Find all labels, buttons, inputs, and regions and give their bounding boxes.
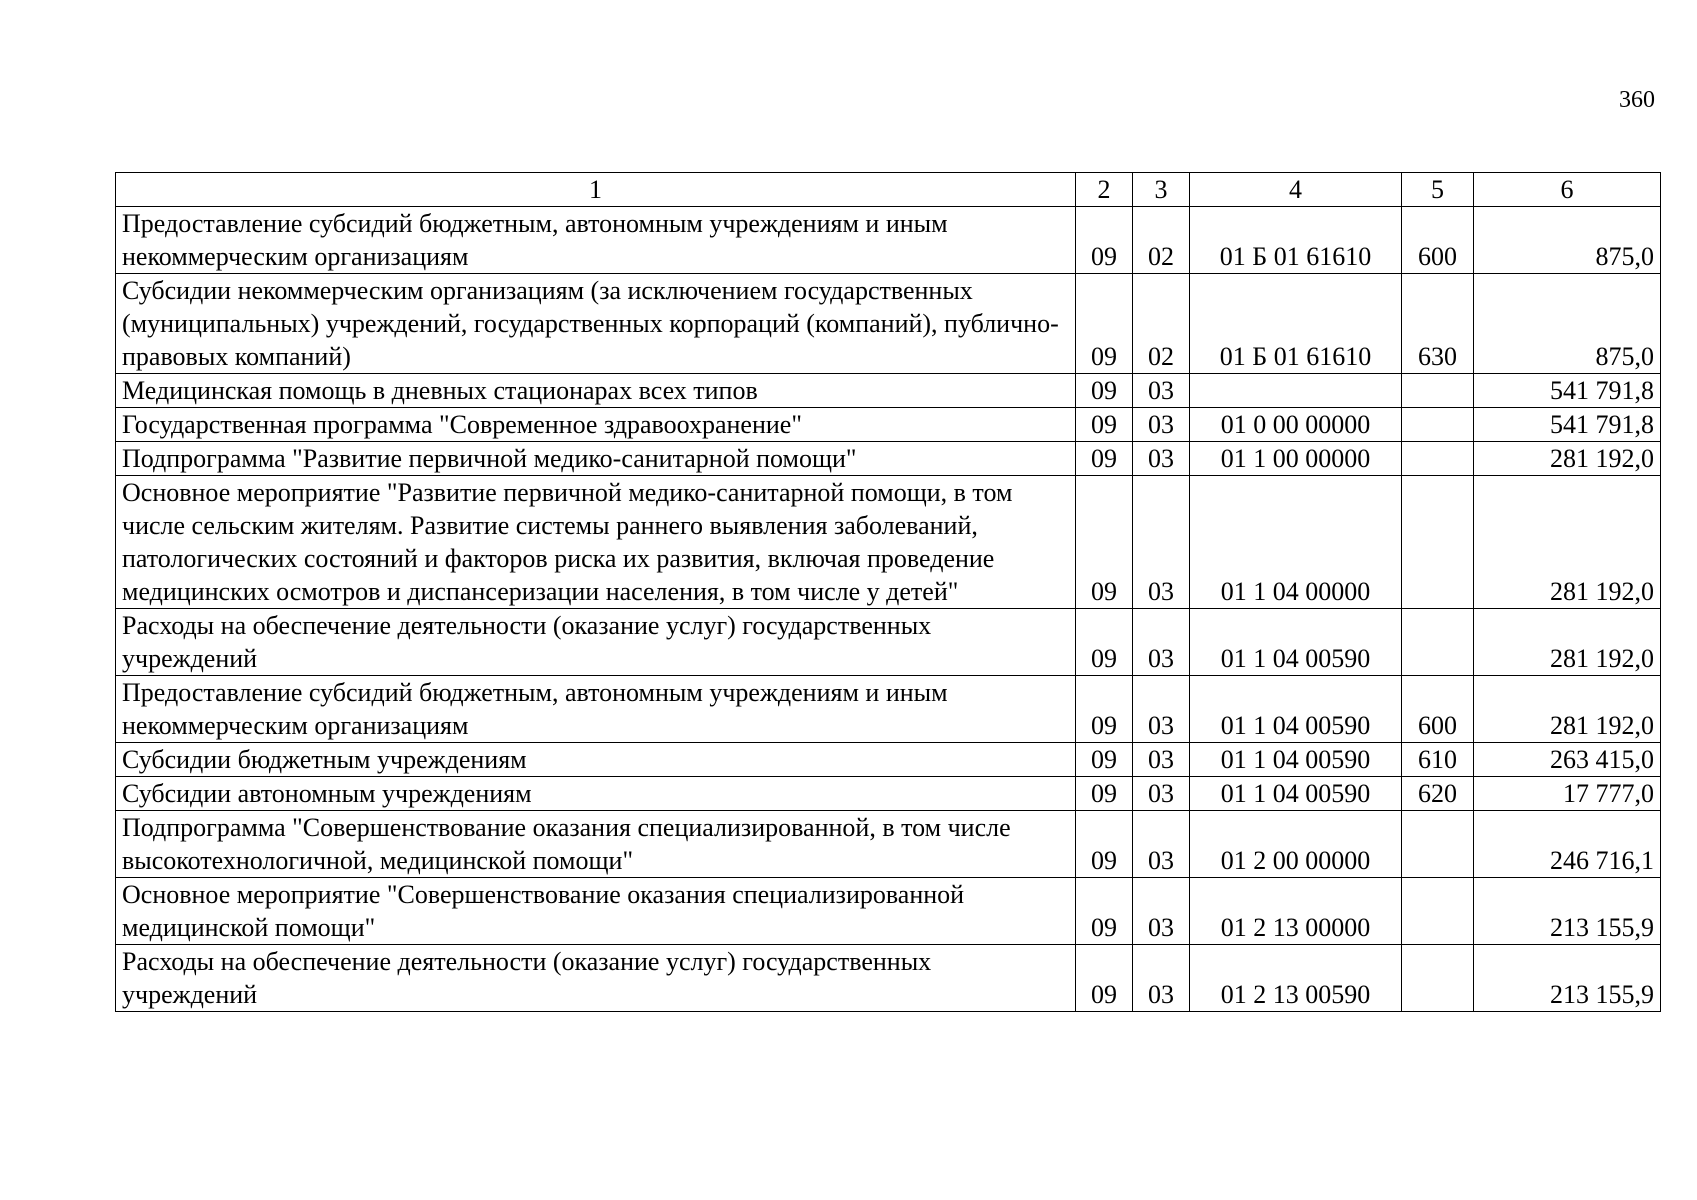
table-row [116, 442, 1661, 476]
row-amount: 541 791,8 [1474, 374, 1661, 408]
budget-table [115, 172, 1661, 1012]
row-subsection: 03 [1133, 442, 1190, 476]
row-subsection: 02 [1133, 274, 1190, 374]
table-row [116, 476, 1661, 609]
row-target-code: 01 1 04 00590 [1190, 676, 1402, 743]
row-expense-type: 610 [1402, 743, 1474, 777]
row-target-code: 01 0 00 00000 [1190, 408, 1402, 442]
row-expense-type [1402, 476, 1474, 609]
row-amount: 281 192,0 [1474, 609, 1661, 676]
column-header-1: 1 [116, 173, 1076, 207]
row-expense-type: 630 [1402, 274, 1474, 374]
row-amount: 281 192,0 [1474, 476, 1661, 609]
row-name: Основное мероприятие "Развитие первичной медико-санитарной помощи, в том числе сельским жителям. Развитие системы раннего выявления заболеваний, патологических состояний и факторов риска их развития, включая проведение медицинских осмотров и диспансеризации населения, в том числе у детей" [116, 476, 1076, 609]
row-target-code: 01 2 13 00000 [1190, 878, 1402, 945]
row-expense-type [1402, 374, 1474, 408]
row-subsection: 03 [1133, 743, 1190, 777]
row-section: 09 [1076, 274, 1133, 374]
row-expense-type: 600 [1402, 676, 1474, 743]
row-subsection: 03 [1133, 878, 1190, 945]
row-section: 09 [1076, 374, 1133, 408]
row-amount: 263 415,0 [1474, 743, 1661, 777]
row-target-code: 01 2 13 00590 [1190, 945, 1402, 1012]
row-section: 09 [1076, 878, 1133, 945]
row-name: Подпрограмма "Совершенствование оказания специализированной, в том числе высокотехнологичной, медицинской помощи" [116, 811, 1076, 878]
row-target-code: 01 1 04 00590 [1190, 743, 1402, 777]
row-section: 09 [1076, 945, 1133, 1012]
row-target-code: 01 1 04 00590 [1190, 609, 1402, 676]
row-amount: 17 777,0 [1474, 777, 1661, 811]
column-header-6: 6 [1474, 173, 1661, 207]
row-amount: 875,0 [1474, 207, 1661, 274]
row-name: Предоставление субсидий бюджетным, автономным учреждениям и иным некоммерческим организациям [116, 676, 1076, 743]
row-name: Подпрограмма "Развитие первичной медико-санитарной помощи" [116, 442, 1076, 476]
row-name: Предоставление субсидий бюджетным, автономным учреждениям и иным некоммерческим организациям [116, 207, 1076, 274]
row-subsection: 03 [1133, 811, 1190, 878]
row-expense-type [1402, 609, 1474, 676]
row-target-code: 01 1 04 00000 [1190, 476, 1402, 609]
row-section: 09 [1076, 442, 1133, 476]
row-subsection: 03 [1133, 476, 1190, 609]
row-target-code: 01 2 00 00000 [1190, 811, 1402, 878]
row-name: Основное мероприятие "Совершенствование оказания специализированной медицинской помощи" [116, 878, 1076, 945]
row-subsection: 03 [1133, 676, 1190, 743]
row-amount: 213 155,9 [1474, 945, 1661, 1012]
row-subsection: 03 [1133, 609, 1190, 676]
row-subsection: 03 [1133, 777, 1190, 811]
table-row [116, 609, 1661, 676]
row-amount: 213 155,9 [1474, 878, 1661, 945]
row-target-code: 01 1 04 00590 [1190, 777, 1402, 811]
table-row [116, 408, 1661, 442]
row-amount: 281 192,0 [1474, 676, 1661, 743]
row-name: Медицинская помощь в дневных стационарах всех типов [116, 374, 1076, 408]
table-header-row [116, 173, 1661, 207]
row-subsection: 02 [1133, 207, 1190, 274]
row-expense-type [1402, 945, 1474, 1012]
row-section: 09 [1076, 743, 1133, 777]
row-expense-type: 600 [1402, 207, 1474, 274]
column-header-5: 5 [1402, 173, 1474, 207]
table-row [116, 777, 1661, 811]
row-expense-type [1402, 811, 1474, 878]
row-section: 09 [1076, 777, 1133, 811]
row-section: 09 [1076, 207, 1133, 274]
row-name: Расходы на обеспечение деятельности (оказание услуг) государственных учреждений [116, 609, 1076, 676]
column-header-3: 3 [1133, 173, 1190, 207]
row-section: 09 [1076, 408, 1133, 442]
row-name: Расходы на обеспечение деятельности (оказание услуг) государственных учреждений [116, 945, 1076, 1012]
row-target-code: 01 1 00 00000 [1190, 442, 1402, 476]
table-row [116, 878, 1661, 945]
row-expense-type: 620 [1402, 777, 1474, 811]
table-row [116, 945, 1661, 1012]
table-row [116, 676, 1661, 743]
row-subsection: 03 [1133, 374, 1190, 408]
row-subsection: 03 [1133, 408, 1190, 442]
column-header-2: 2 [1076, 173, 1133, 207]
row-section: 09 [1076, 676, 1133, 743]
row-name: Субсидии автономным учреждениям [116, 777, 1076, 811]
row-section: 09 [1076, 811, 1133, 878]
row-target-code: 01 Б 01 61610 [1190, 274, 1402, 374]
table-row [116, 811, 1661, 878]
row-amount: 281 192,0 [1474, 442, 1661, 476]
page-number: 360 [1619, 87, 1655, 113]
row-section: 09 [1076, 609, 1133, 676]
table-row [116, 743, 1661, 777]
row-subsection: 03 [1133, 945, 1190, 1012]
row-target-code: 01 Б 01 61610 [1190, 207, 1402, 274]
row-name: Государственная программа "Современное здравоохранение" [116, 408, 1076, 442]
table-row [116, 274, 1661, 374]
table-row [116, 374, 1661, 408]
table-row [116, 207, 1661, 274]
row-amount: 246 716,1 [1474, 811, 1661, 878]
column-header-4: 4 [1190, 173, 1402, 207]
row-amount: 875,0 [1474, 274, 1661, 374]
row-amount: 541 791,8 [1474, 408, 1661, 442]
row-name: Субсидии бюджетным учреждениям [116, 743, 1076, 777]
row-target-code [1190, 374, 1402, 408]
row-expense-type [1402, 878, 1474, 945]
row-section: 09 [1076, 476, 1133, 609]
row-expense-type [1402, 408, 1474, 442]
row-expense-type [1402, 442, 1474, 476]
row-name: Субсидии некоммерческим организациям (за исключением государственных (муниципальных) учреждений, государственных корпораций (компаний), публично-правовых компаний) [116, 274, 1076, 374]
